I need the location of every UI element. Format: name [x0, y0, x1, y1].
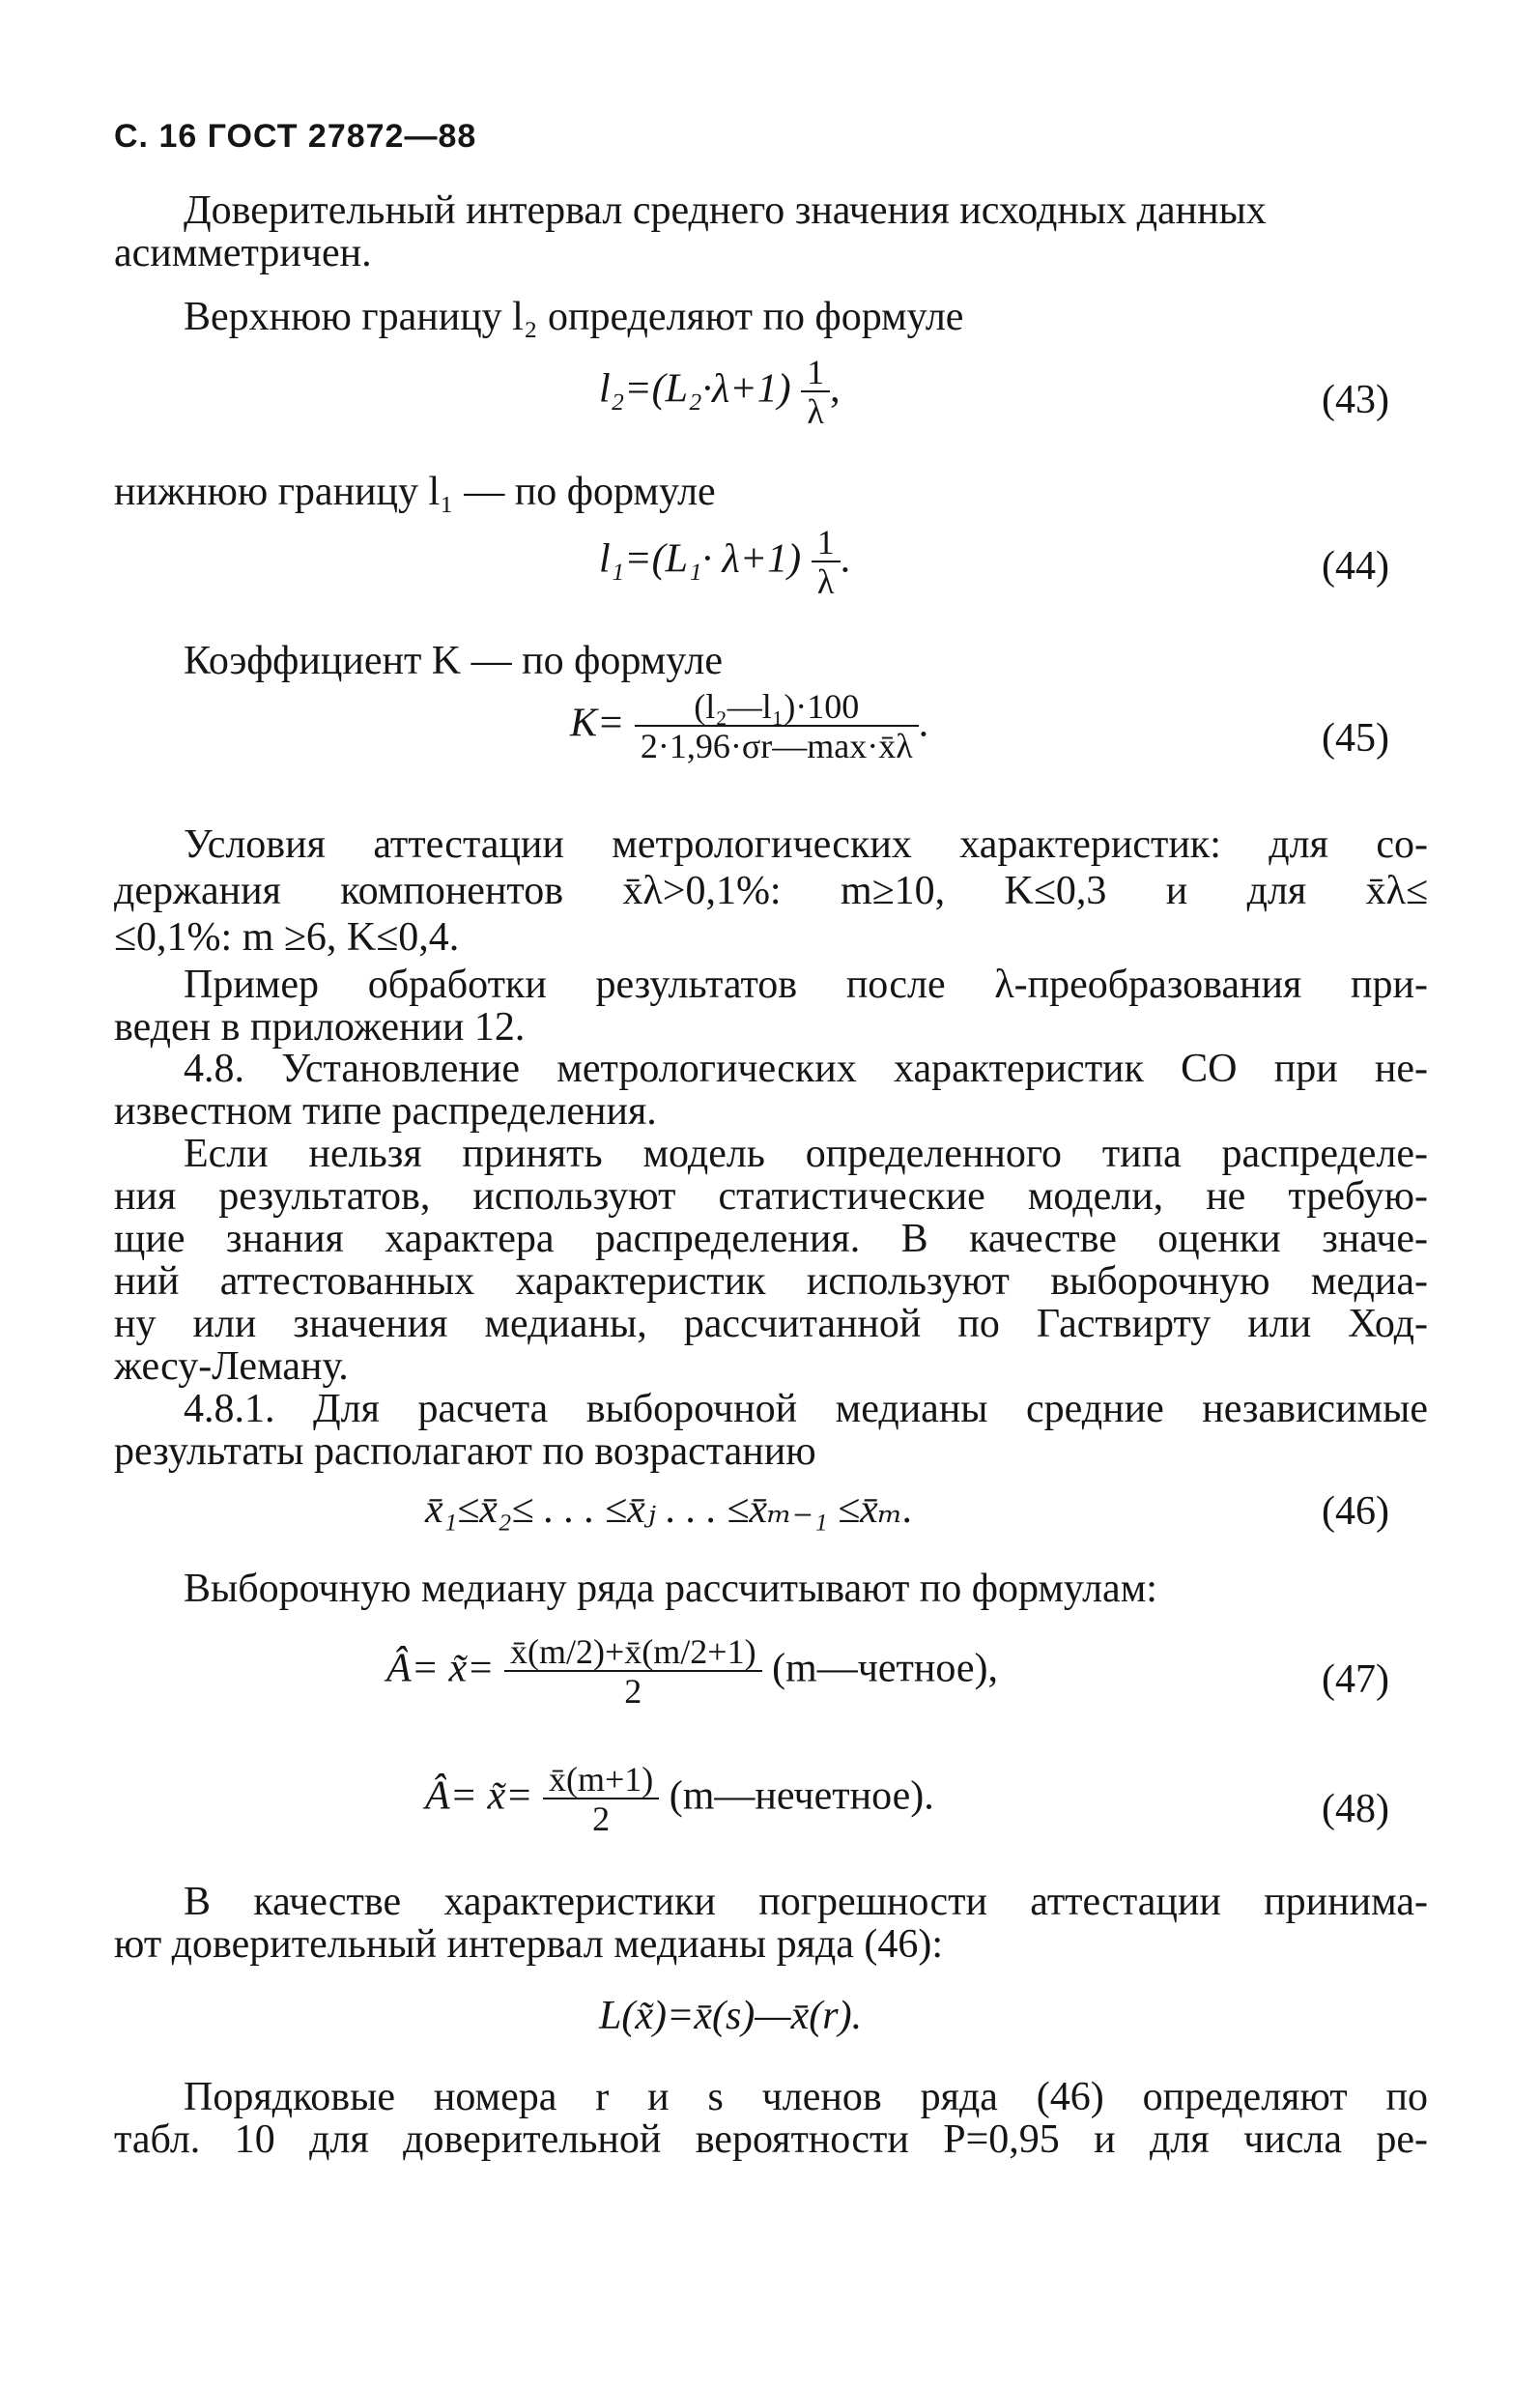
formula-47-lhs: Â= x̃= [386, 1646, 495, 1691]
formula-48-tail: (m—нечетное). [669, 1773, 934, 1819]
paragraph-order-line1: Порядковые номера r и s членов ряда (46) определяют по [184, 2075, 1428, 2119]
formula-45-fraction [635, 688, 919, 765]
formula-45-tail: . [918, 701, 929, 746]
formula-confidence-interval-expression: L(x̃)=x̄(s)—x̄(r). [599, 1994, 863, 2038]
formula-47-numerator: x̄(m/2)+x̄(m/2+1) [509, 1632, 756, 1671]
section-4-8-1-line2: результаты располагают по возрастанию [114, 1429, 816, 1474]
paragraph-characteristic-line2: ют доверительный интервал медианы ряда (46): [114, 1922, 944, 1967]
paragraph-coefficient: Коэффициент K — по формуле [184, 639, 724, 683]
formula-45-lhs: K= [570, 701, 625, 746]
page-header: С. 16 ГОСТ 27872—88 [114, 118, 477, 155]
equation-number-43: (43) [1322, 378, 1389, 422]
section-4-8-line1: 4.8. Установление метрологических характеристик СО при не- [184, 1047, 1428, 1091]
paragraph-distribution-line1: Если нельзя принять модель определенного типа распределе- [184, 1132, 1428, 1176]
paragraph-distribution-line4: ний аттестованных характеристик используют выборочную медиа- [114, 1259, 1428, 1304]
formula-43-denominator: λ [801, 390, 830, 431]
formula-48-denominator: 2 [543, 1798, 659, 1838]
paragraph-conditions-line3: ≤0,1%: m ≥6, K≤0,4. [114, 915, 460, 960]
formula-45-denominator: 2·1,96·σr—max·x̄λ [635, 725, 919, 765]
equation-number-45: (45) [1322, 716, 1389, 761]
formula-47-tail: (m—четное), [772, 1646, 998, 1691]
formula-44-denominator: λ [812, 561, 841, 601]
formula-44-numerator: 1 [816, 523, 835, 561]
equation-number-44: (44) [1322, 544, 1389, 589]
formula-43-numerator: 1 [807, 353, 825, 391]
paragraph-order-line2: табл. 10 для доверительной вероятности P=0,95 и для числа ре- [114, 2117, 1428, 2162]
paragraph-distribution-line5: ну или значения медианы, рассчитанной по Гаствирту или Ход- [114, 1302, 1428, 1346]
formula-48-numerator: x̄(m+1) [548, 1760, 654, 1799]
formula-46-expression: x̄₁≤x̄₂≤ . . . ≤x̄ⱼ . . . ≤x̄ₘ₋₁ ≤x̄ₘ. [425, 1487, 914, 1532]
paragraph-distribution-line2: ния результатов, используют статистические модели, не требую- [114, 1174, 1428, 1219]
paragraph-conditions-line2: держания компонентов x̄λ>0,1%: m≥10, K≤0,3 и для x̄λ≤ [114, 869, 1428, 913]
formula-47-denominator: 2 [504, 1670, 762, 1711]
formula-44-tail: . [840, 536, 851, 582]
formula-47-fraction [504, 1633, 762, 1711]
formula-43-lhs: l₂=(L₂·λ+1) [599, 366, 791, 412]
paragraph-distribution-line6: жесу-Леману. [114, 1344, 349, 1389]
formula-44 [599, 524, 850, 601]
equation-number-47: (47) [1322, 1657, 1389, 1702]
equation-number-46: (46) [1322, 1489, 1389, 1534]
formula-confidence-interval [599, 1993, 862, 2039]
formula-48-lhs: Â= x̃= [425, 1773, 533, 1819]
section-4-8-1-line1: 4.8.1. Для расчета выборочной медианы средние независимые [184, 1387, 1428, 1431]
paragraph-characteristic-line1: В качестве характеристики погрешности аттестации принима- [184, 1880, 1428, 1924]
formula-45 [570, 688, 928, 765]
section-4-8-line2: известном типе распределения. [114, 1089, 657, 1134]
paragraph-median-formulas: Выборочную медиану ряда рассчитывают по формулам: [184, 1567, 1157, 1611]
paragraph-distribution-line3: щие знания характера распределения. В качестве оценки значе- [114, 1217, 1428, 1261]
formula-48-fraction [543, 1761, 659, 1838]
formula-46 [425, 1484, 913, 1533]
paragraph-lower-bound: нижнюю границу l₁ — по формуле [114, 470, 716, 514]
paragraph-example-line1: Пример обработки результатов после λ-преобразования при- [184, 963, 1428, 1007]
formula-44-fraction [812, 524, 841, 601]
formula-43-tail: , [830, 366, 841, 412]
equation-number-48: (48) [1322, 1787, 1389, 1831]
paragraph-conditions-line1: Условия аттестации метрологических характеристик: для со- [184, 822, 1428, 867]
paragraph-confidence-interval: Доверительный интервал среднего значения исходных данных асимметричен. [114, 188, 1267, 275]
formula-43 [599, 354, 841, 431]
formula-44-lhs: l₁=(L₁· λ+1) [599, 536, 802, 582]
formula-48 [425, 1761, 934, 1838]
formula-47 [386, 1633, 998, 1711]
paragraph-example-line2: веден в приложении 12. [114, 1005, 526, 1050]
formula-45-numerator: (l₂—l₁)·100 [694, 687, 860, 726]
formula-43-fraction [801, 354, 830, 431]
paragraph-upper-bound: Верхнюю границу l₂ определяют по формуле [184, 295, 964, 339]
